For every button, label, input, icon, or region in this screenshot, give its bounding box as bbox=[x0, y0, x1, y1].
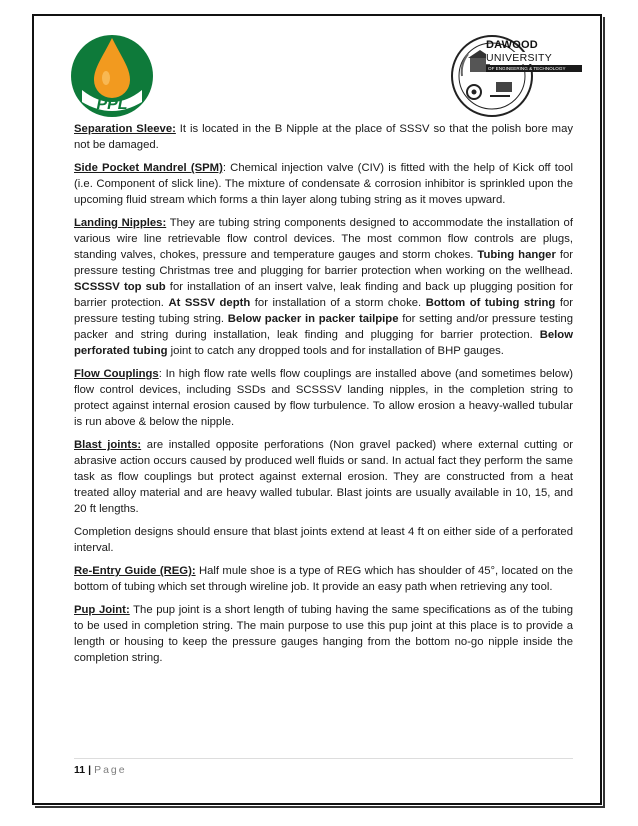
page-label: Page bbox=[94, 764, 127, 776]
text: Half mule shoe is a type of REG which has shoulder of 45°, located on the bottom of tubing which set through wireline job. It provide an easy path when retrieving any tool. bbox=[74, 565, 573, 593]
paragraph-separation-sleeve bbox=[74, 121, 573, 153]
page-footer bbox=[74, 764, 127, 776]
term-landing-nipples: Landing Nipples: bbox=[74, 217, 167, 229]
text: for installation of an insert valve, leak finding and back up plugging position for barrier protection. bbox=[74, 281, 573, 309]
bold-below-perforated: Below perforated tubing bbox=[74, 329, 573, 357]
bold-tubing-hanger: Tubing hanger bbox=[477, 249, 556, 261]
text: for pressure testing Christmas tree and plugging for barrier protection when working on the wellhead. bbox=[74, 249, 574, 277]
text: It is located in the B Nipple at the place of SSSV so that the polish bore may not be damaged. bbox=[74, 123, 573, 151]
bold-below-packer: Below packer in packer tailpipe bbox=[227, 313, 399, 325]
university-name-line1: DAWOOD bbox=[486, 39, 538, 51]
paragraph-landing-nipples bbox=[74, 215, 573, 359]
text: are installed opposite perforations (Non gravel packed) where external cutting or abrasive action occurs caused by produced well fluids or sand. In actual fact they perform the same task as flow couplings but protect against external erosion. They are constructed from a heat treated alloy material and are heavy walled tubular. Blast joints are usually available in 10, 15, and 20 ft lengths. bbox=[74, 439, 573, 515]
term-separation-sleeve: Separation Sleeve: bbox=[74, 123, 176, 135]
paragraph-re-entry-guide bbox=[74, 563, 573, 595]
bold-bottom-of-tubing: Bottom of tubing string bbox=[425, 297, 556, 309]
bold-at-sssv-depth: At SSSV depth bbox=[168, 297, 251, 309]
text: : Chemical injection valve (CIV) is fitted with the help of Kick off tool (i.e. Component of slick line). The mixture of condensate & corrosion inhibitor is sprinkled upon the upcoming fluid stream which forms a thin layer along tubing string as it moves upward. bbox=[74, 162, 573, 206]
dawood-university-name bbox=[486, 39, 582, 72]
paragraph-blast-joints bbox=[74, 437, 573, 517]
term-side-pocket-mandrel: Side Pocket Mandrel (SPM) bbox=[74, 162, 223, 174]
footer-separator: | bbox=[88, 764, 92, 776]
text: for installation of a storm choke. bbox=[250, 297, 426, 309]
ppl-oil-drop-logo bbox=[68, 28, 156, 120]
document-body bbox=[74, 121, 573, 673]
paragraph-pup-joint bbox=[74, 602, 573, 666]
page-number: 11 bbox=[74, 764, 86, 776]
term-flow-couplings: Flow Couplings bbox=[74, 368, 159, 380]
university-name-line2: UNIVERSITY bbox=[486, 52, 582, 64]
text: joint to catch any dropped tools and for installation of BHP gauges. bbox=[167, 345, 504, 357]
term-pup-joint: Pup Joint: bbox=[74, 604, 130, 616]
text: : In high flow rate wells flow couplings are installed above (and sometimes below) flow control devices, including SSDs and SCSSSV landing nipples, in the completion string to protect against internal erosion caused by flow turbulence. To allow erosion a heavy-walled tubular is run above & below the nipple. bbox=[74, 368, 574, 428]
university-name-line3: OF ENGINEERING & TECHNOLOGY bbox=[486, 65, 582, 72]
ppl-logo-text: PPL bbox=[96, 96, 128, 113]
paragraph-flow-couplings bbox=[74, 366, 573, 430]
paragraph-side-pocket-mandrel bbox=[74, 160, 573, 208]
footer-divider bbox=[74, 758, 573, 759]
bold-scsssv-top-sub: SCSSSV top sub bbox=[74, 281, 166, 293]
text: for setting and/or pressure testing packer and string during installation, leak finding and plugging for barrier protection. bbox=[74, 313, 573, 341]
text: They are tubing string components designed to accommodate the installation of various wire line retrievable flow control devices. The most common flow controls are plugs, standing valves, chokes, pressure and temperature gauges and storm chokes. bbox=[74, 217, 573, 261]
text: The pup joint is a short length of tubing having the same specifications as of the tubing to be used in completion string. The main purpose to use this pup joint at this place is to provide a length or housing to keep the pressure gauges hanging from the bottom no-go nipple inside the completion string. bbox=[74, 604, 573, 664]
paragraph-completion-note: Completion designs should ensure that blast joints extend at least 4 ft on either side of a perforated interval. bbox=[74, 526, 573, 554]
text: for pressure testing tubing string. bbox=[74, 297, 574, 325]
term-blast-joints: Blast joints: bbox=[74, 439, 142, 451]
term-re-entry-guide: Re-Entry Guide (REG): bbox=[74, 565, 196, 577]
